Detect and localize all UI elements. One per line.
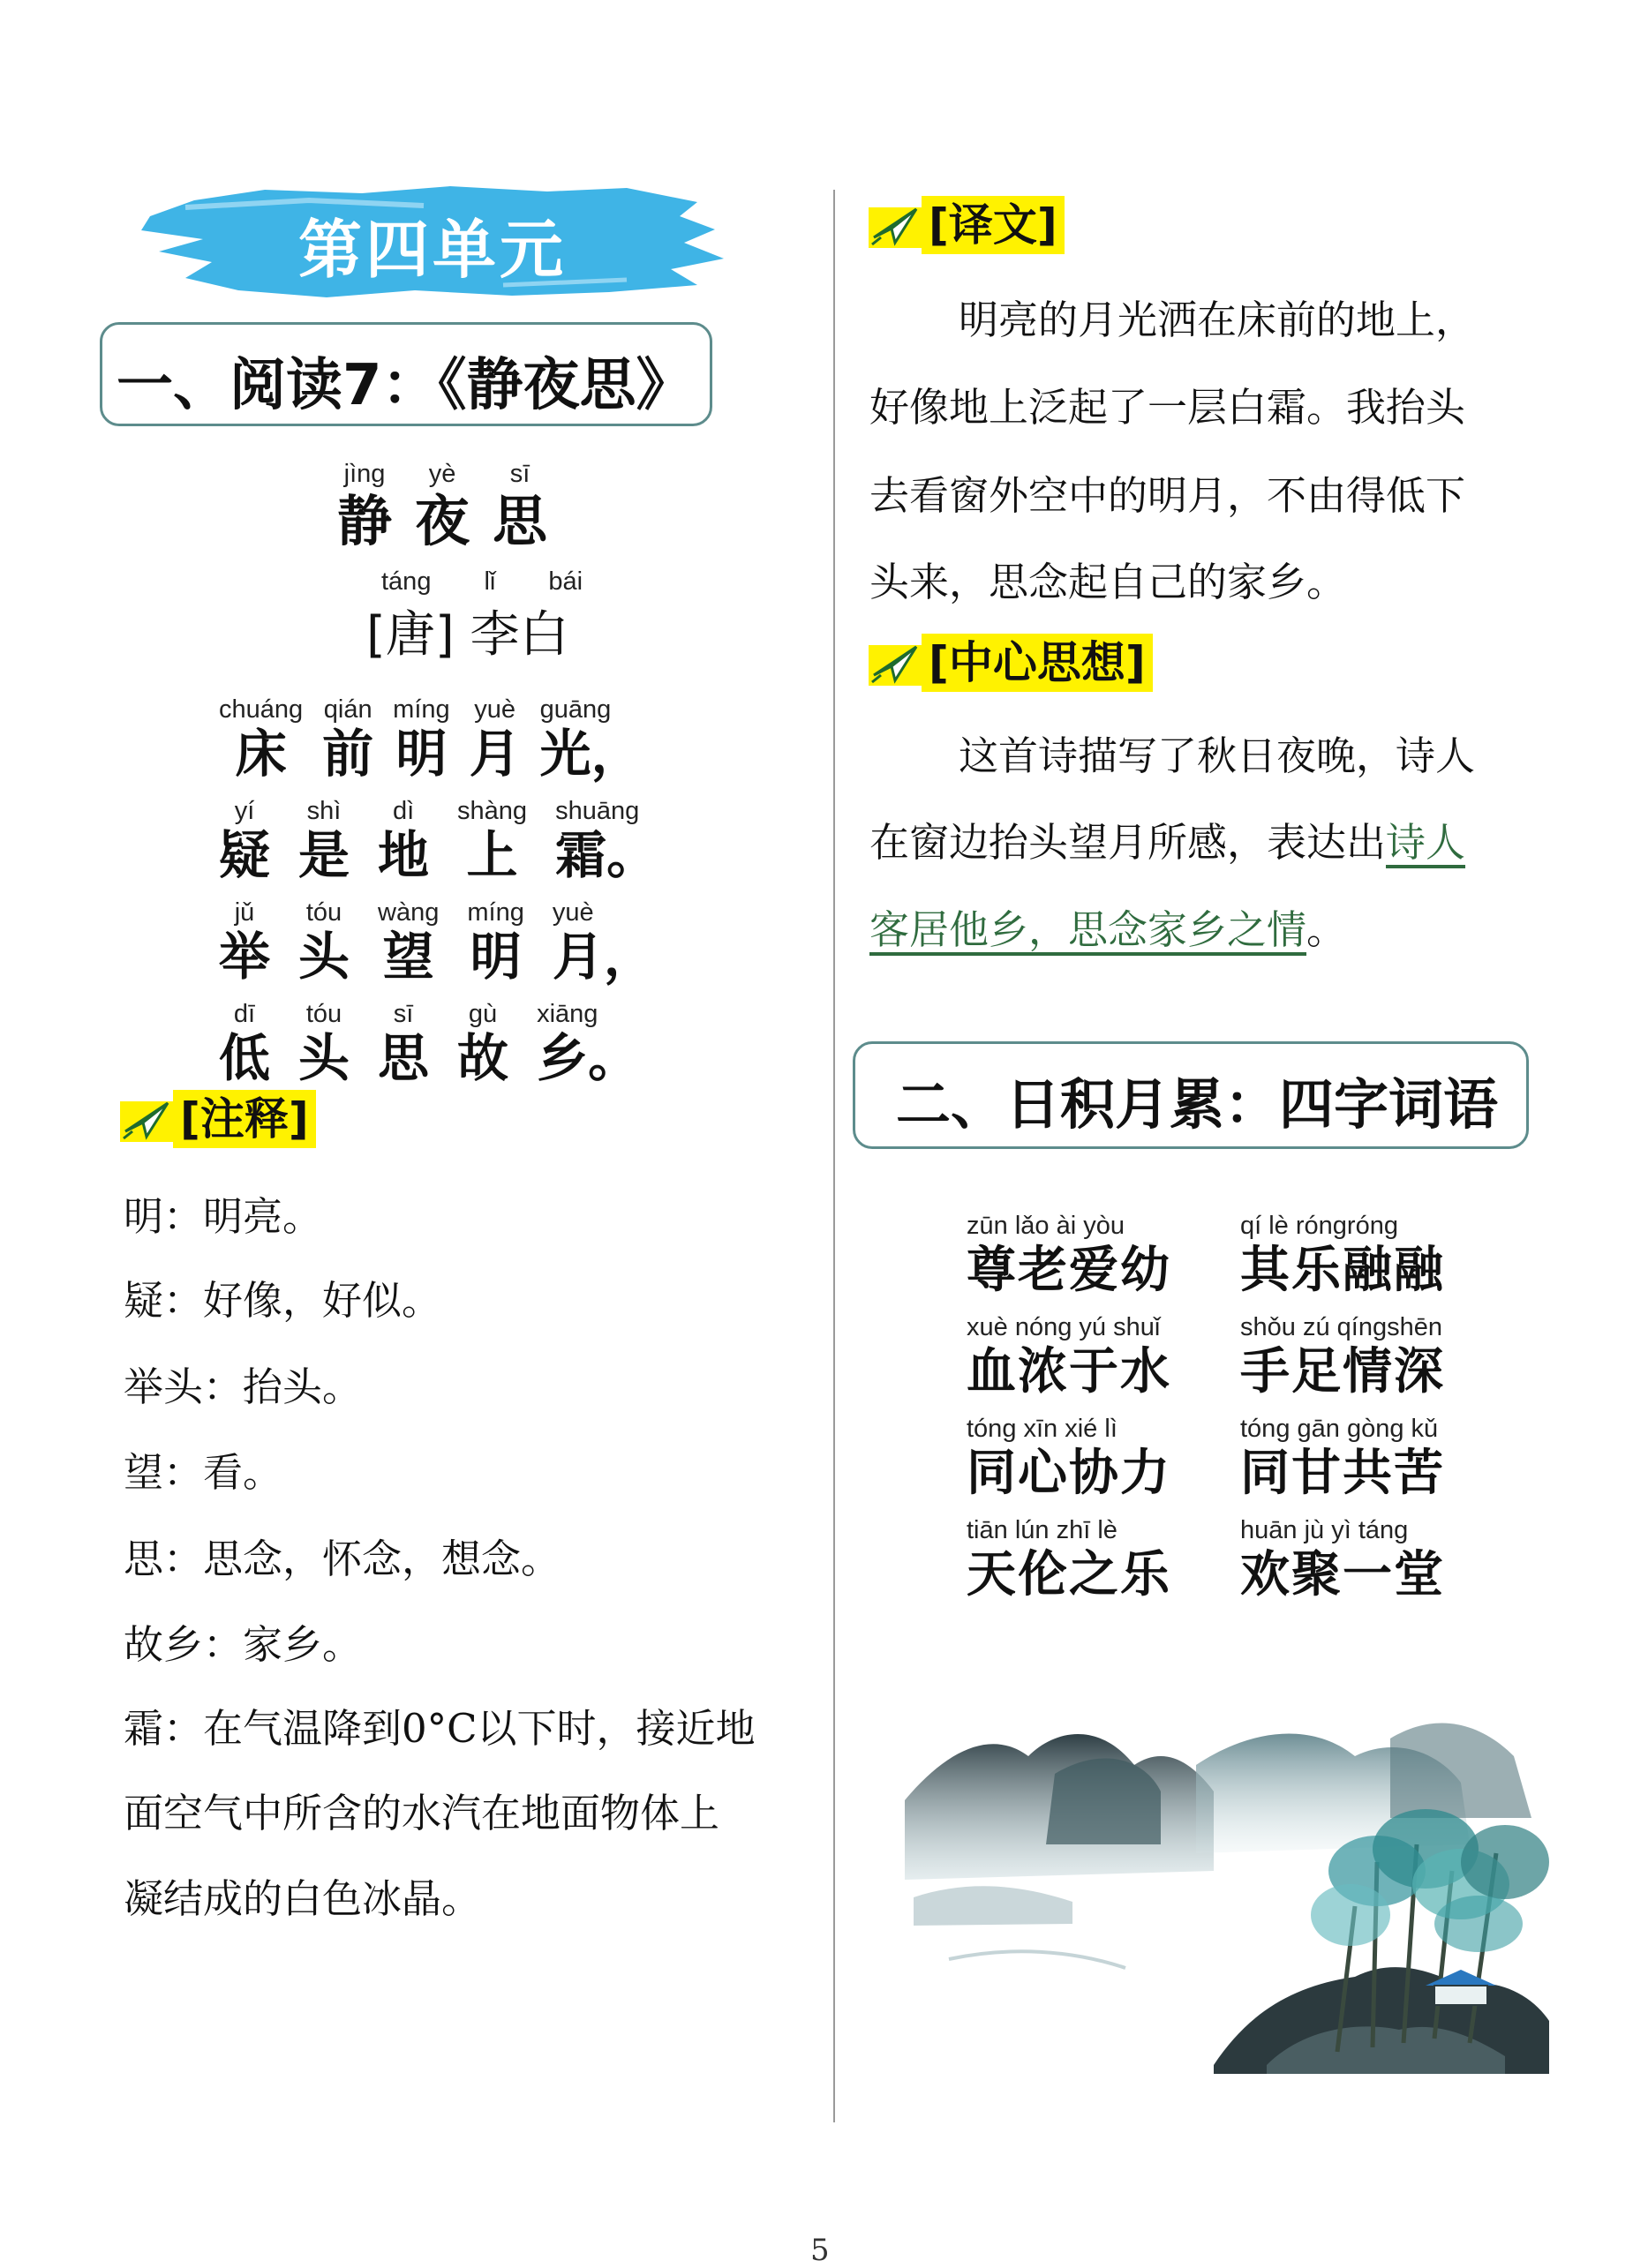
section2-title: 二、日积月累：四字词语 [896, 1072, 1499, 1137]
paper-plane-icon [869, 202, 922, 248]
poem-char: chuáng 床 [219, 695, 304, 784]
page-number: 5 [810, 2233, 830, 2268]
idiom-pinyin: zūn lǎo ài yòu [967, 1212, 1125, 1240]
poem-char: gù 故 [457, 1000, 509, 1088]
idiom-item [1240, 1415, 1445, 1502]
poem-char: yuè 月， [552, 898, 655, 987]
poem-char: dì 地 [378, 797, 430, 885]
poem-char: tóu 头 [298, 898, 350, 987]
central-idea-line: 这首诗描写了秋日夜晚，诗人 [959, 732, 1476, 779]
poem-title-char: jìng 静 [337, 460, 393, 553]
idiom-item [967, 1313, 1171, 1401]
idiom-pinyin: tóng xīn xié lì [967, 1415, 1117, 1443]
poem-char: jǔ 举 [219, 898, 271, 987]
note-item: 思：思念，怀念，想念。 [124, 1536, 561, 1582]
author-pinyin-syllable: táng [381, 567, 432, 596]
ink-landscape-illustration [896, 1694, 1549, 2074]
central-idea-label [869, 634, 1153, 692]
poem-title-char: yè 夜 [415, 460, 470, 553]
translation-line: 明亮的月光洒在床前的地上， [959, 297, 1476, 343]
central-idea-highlight: 诗人 [1386, 819, 1466, 866]
poem-body [219, 697, 658, 1103]
column-divider [833, 190, 835, 2122]
unit-title: 第四单元 [297, 213, 567, 287]
poem-char: dī 低 [219, 1000, 271, 1088]
central-idea-label-text: [中心思想] [922, 634, 1153, 692]
central-idea-highlight: 客居他乡，思念家乡之情 [869, 906, 1307, 953]
note-item: 霜：在气温降到0°C以下时，接近地 [124, 1705, 756, 1752]
notes-label [120, 1090, 316, 1148]
idiom-pinyin: tóng gān gòng kǔ [1240, 1415, 1439, 1443]
central-idea-text: 在窗边抬头望月所感，表达出 [869, 819, 1387, 866]
note-item: 明：明亮。 [124, 1193, 323, 1240]
paper-plane-icon [120, 1096, 173, 1142]
translation-label [869, 196, 1065, 254]
poem-char: xiāng 乡。 [537, 1000, 640, 1088]
notes-label-text: [注释] [173, 1090, 316, 1148]
note-item: 凝结成的白色冰晶。 [124, 1875, 482, 1922]
idiom-pinyin: tiān lún zhī lè [967, 1516, 1117, 1544]
poem-char: wàng 望 [378, 898, 440, 987]
note-item: 举头：抬头。 [124, 1363, 363, 1410]
note-item: 望：看。 [124, 1449, 283, 1496]
idiom-text: 同甘共苦 [1240, 1445, 1445, 1502]
poem-char: yí 疑 [219, 797, 271, 885]
idiom-text: 同心协力 [967, 1445, 1171, 1502]
poem-line [219, 1002, 658, 1103]
idiom-text: 欢聚一堂 [1240, 1546, 1445, 1603]
translation-label-text: [译文] [922, 196, 1065, 254]
note-item: 故乡：家乡。 [124, 1621, 363, 1668]
translation-line: 头来，思念起自己的家乡。 [869, 559, 1347, 605]
central-idea-line [869, 810, 1465, 867]
poem-char: tóu 头 [298, 1000, 350, 1088]
idiom-item [1240, 1212, 1445, 1299]
central-idea-text: 。 [1306, 906, 1347, 953]
poem-char: yuè 月 [469, 695, 521, 784]
section1-title: 一、阅读7：《静夜思》 [117, 353, 693, 418]
poem-title [337, 460, 548, 553]
poem-char: guāng 光， [539, 695, 643, 784]
poem-line [219, 900, 658, 1002]
note-item: 疑：好像，好似。 [124, 1277, 442, 1324]
idiom-item [967, 1415, 1171, 1502]
poem-author: [唐] 李白 [366, 606, 569, 664]
translation-line: 去看窗外空中的明月，不由得低下 [869, 472, 1466, 519]
idiom-pinyin: qí lè róngróng [1240, 1212, 1398, 1240]
author-pinyin [381, 569, 583, 595]
poem-char: qián 前 [322, 695, 374, 784]
author-pinyin-syllable: bái [548, 567, 583, 596]
idiom-text: 其乐融融 [1240, 1242, 1445, 1299]
central-idea-line [869, 897, 1346, 955]
paper-plane-icon [869, 640, 922, 686]
poem-title-char: sī 思 [493, 460, 548, 553]
idiom-item [967, 1516, 1171, 1603]
idiom-pinyin: xuè nóng yú shuǐ [967, 1313, 1161, 1341]
poem-char: shì 是 [298, 797, 350, 885]
idiom-item [1240, 1313, 1445, 1401]
author-pinyin-syllable: lǐ [484, 567, 496, 596]
idiom-text: 尊老爱幼 [967, 1242, 1171, 1299]
poem-char: míng 明 [467, 898, 524, 987]
idiom-pinyin: shǒu zú qíngshēn [1240, 1313, 1442, 1341]
idiom-text: 血浓于水 [967, 1343, 1171, 1401]
idiom-text: 天伦之乐 [967, 1546, 1171, 1603]
idiom-text: 手足情深 [1240, 1343, 1445, 1401]
idiom-pinyin: huān jù yì táng [1240, 1516, 1409, 1544]
poem-line [219, 799, 658, 900]
poem-char: míng 明 [393, 695, 450, 784]
idiom-item [967, 1212, 1171, 1299]
poem-char: sī 思 [378, 1000, 430, 1088]
note-item: 面空气中所含的水汽在地面物体上 [124, 1790, 720, 1836]
translation-line: 好像地上泛起了一层白霜。我抬头 [869, 384, 1466, 431]
poem-line [219, 697, 658, 799]
poem-char: shuāng 霜。 [555, 797, 658, 885]
idiom-item [1240, 1516, 1445, 1603]
poem-char: shàng 上 [457, 797, 528, 885]
